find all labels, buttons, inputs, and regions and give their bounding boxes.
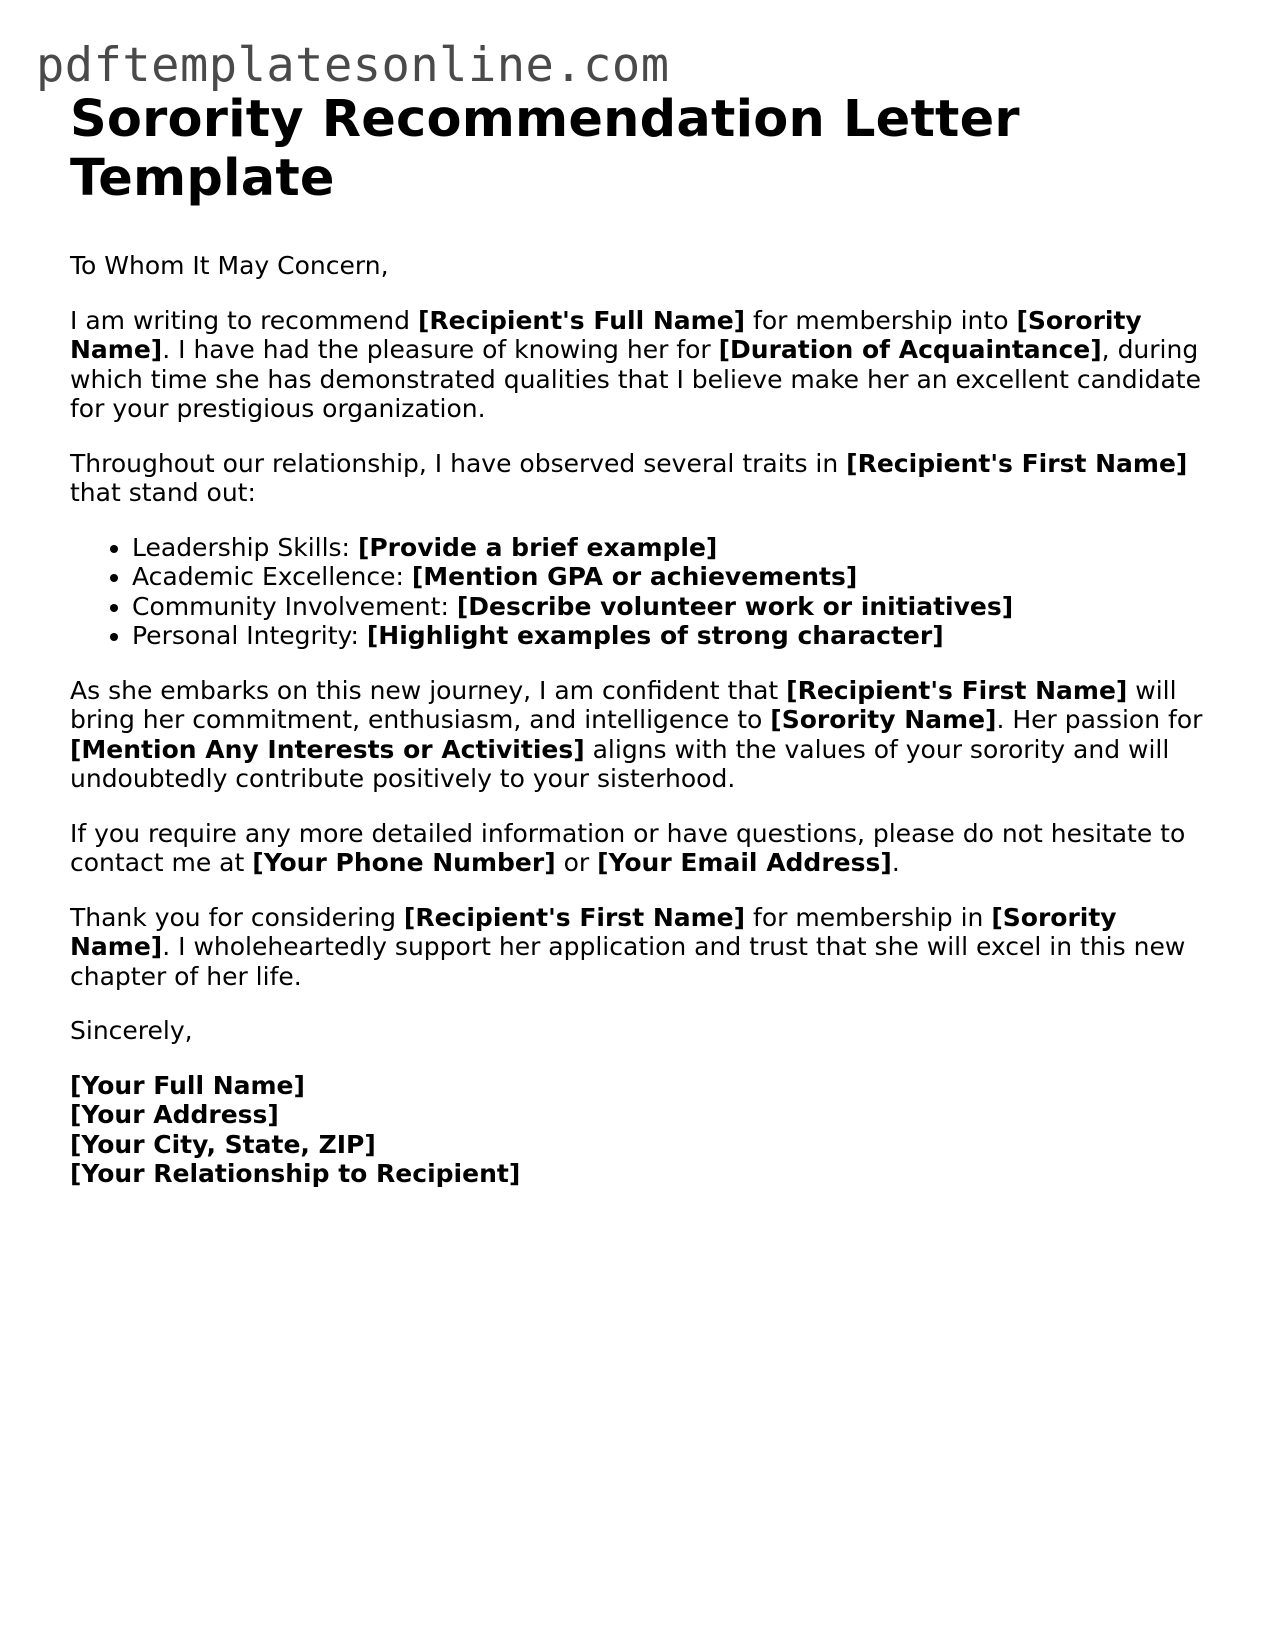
trait-placeholder: [Provide a brief example] — [357, 532, 718, 562]
list-item — [132, 592, 1210, 622]
signature-address: [Your Address] — [70, 1100, 279, 1129]
placeholder-sorority-name: [Sorority Name] — [70, 902, 1117, 961]
placeholder-duration: [Duration of Acquaintance] — [718, 335, 1102, 364]
traits-list — [70, 533, 1210, 651]
placeholder-phone-number: [Your Phone Number] — [252, 848, 556, 877]
trait-label: Community Involvement: — [132, 591, 457, 621]
text-segment: . I have had the pleasure of knowing her for — [162, 335, 719, 364]
placeholder-recipient-first-name: [Recipient's First Name] — [786, 675, 1128, 705]
paragraph-introduction — [70, 306, 1210, 424]
placeholder-recipient-first-name: [Recipient's First Name] — [846, 448, 1188, 478]
paragraph-thanks — [70, 903, 1210, 992]
list-item — [132, 621, 1210, 651]
page-title: Sorority Recommendation Letter Template — [70, 90, 1020, 208]
paragraph-confidence — [70, 676, 1210, 794]
text-segment: for membership into — [745, 305, 1017, 335]
trait-label: Personal Integrity: — [132, 621, 367, 650]
text-segment: Thank you for considering — [70, 902, 404, 932]
text-segment: Throughout our relationship, I have observed several traits in — [70, 448, 847, 478]
text-segment: will bring her commitment, enthusiasm, and intelligence to — [70, 675, 1177, 734]
placeholder-sorority-name: [Sorority Name] — [70, 305, 1142, 364]
signature-relationship: [Your Relationship to Recipient] — [70, 1159, 521, 1188]
paragraph-traits-intro — [70, 449, 1210, 508]
placeholder-recipient-full-name: [Recipient's Full Name] — [417, 305, 746, 335]
text-segment: As she embarks on this new journey, I am confident that — [70, 675, 787, 705]
text-segment: . — [891, 848, 900, 877]
text-segment: I am writing to recommend — [70, 305, 418, 335]
text-segment: that stand out: — [70, 478, 256, 507]
text-segment: . Her passion for — [996, 705, 1203, 734]
text-segment: , during which time she has demonstrated qualities that I believe make her an excellent candidate for your prestigious organization. — [70, 335, 1201, 423]
text-segment: If you require any more detailed information or have questions, please do not hesitate to contact me at — [70, 818, 1186, 877]
placeholder-email-address: [Your Email Address] — [597, 848, 892, 877]
letter-body — [70, 251, 1210, 1189]
paragraph-contact — [70, 819, 1210, 878]
trait-label: Leadership Skills: — [132, 532, 358, 562]
placeholder-recipient-first-name: [Recipient's First Name] — [403, 902, 746, 932]
closing: Sincerely, — [70, 1016, 193, 1045]
letter-page — [70, 90, 1210, 1189]
list-item — [132, 562, 1210, 592]
trait-placeholder: [Mention GPA or achievements] — [411, 562, 858, 591]
text-segment: . I wholeheartedly support her application and trust that she will excel in this new chapter of her life. — [70, 932, 1186, 991]
watermark: pdftemplatesonline.com — [36, 38, 670, 93]
signature-block — [70, 1071, 1210, 1189]
trait-label: Academic Excellence: — [132, 562, 412, 591]
trait-placeholder: [Describe volunteer work or initiatives] — [456, 591, 1014, 621]
placeholder-interests: [Mention Any Interests or Activities] — [70, 734, 585, 764]
text-segment: aligns with the values of your sorority and will undoubtedly contribute positively to your sisterhood. — [70, 734, 1170, 793]
trait-placeholder: [Highlight examples of strong character] — [366, 621, 944, 650]
placeholder-sorority-name: [Sorority Name] — [770, 705, 997, 734]
greeting: To Whom It May Concern, — [70, 251, 389, 280]
text-segment: or — [555, 848, 598, 877]
list-item — [132, 533, 1210, 563]
signature-name: [Your Full Name] — [70, 1070, 305, 1100]
signature-city: [Your City, State, ZIP] — [70, 1129, 376, 1159]
text-segment: for membership in — [745, 902, 992, 932]
